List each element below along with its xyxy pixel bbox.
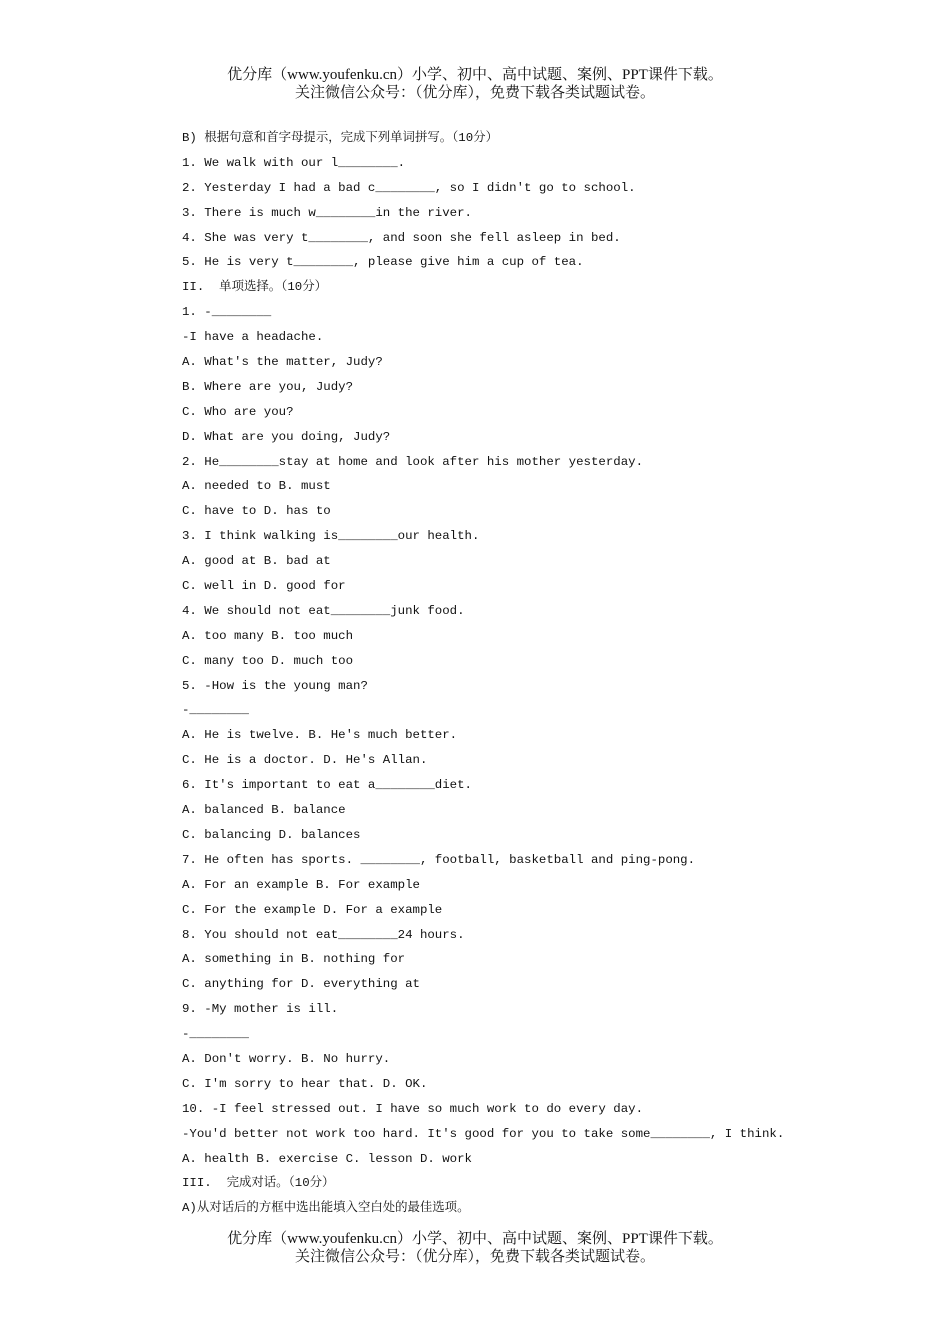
text-line: -________ — [182, 1027, 249, 1042]
text-line: II. 单项选择。（10分） — [182, 280, 327, 295]
text-line: 7. He often has sports. ________, football, basketball and ping-pong. — [182, 852, 696, 867]
text-line: 4. She was very t________, and soon she fell asleep in bed. — [182, 230, 621, 245]
document-body — [182, 126, 882, 1221]
text-line: A. needed to B. must — [182, 479, 331, 494]
footer-line-1: 优分库（www.youfenku.cn）小学、初中、高中试题、案例、PPT课件下载。 — [227, 1231, 723, 1247]
text-line: A. balanced B. balance — [182, 803, 346, 818]
text-line: 1. We walk with our l________. — [182, 155, 406, 170]
text-line: 3. There is much w________in the river. — [182, 205, 472, 220]
text-line: C. anything for D. everything at — [182, 977, 420, 992]
text-line: A. He is twelve. B. He's much better. — [182, 728, 458, 743]
text-line: 5. He is very t________, please give him a cup of tea. — [182, 255, 584, 270]
text-line: 1. -________ — [182, 305, 272, 320]
text-line: A)从对话后的方框中选出能填入空白处的最佳选项。 — [182, 1201, 470, 1216]
header-line-1: 优分库（www.youfenku.cn）小学、初中、高中试题、案例、PPT课件下载。 — [227, 67, 723, 83]
text-line: A. too many B. too much — [182, 628, 354, 643]
text-line: D. What are you doing, Judy? — [182, 429, 391, 444]
text-line: -You'd better not work too hard. It's good for you to take some________, I think. — [182, 1126, 785, 1141]
text-line: B. Where are you, Judy? — [182, 379, 354, 394]
text-line: A. good at B. bad at — [182, 554, 331, 569]
text-line: 10. -I feel stressed out. I have so much work to do every day. — [182, 1101, 644, 1116]
text-line: C. He is a doctor. D. He's Allan. — [182, 753, 428, 768]
text-line: C. balancing D. balances — [182, 827, 361, 842]
text-line: C. have to D. has to — [182, 504, 331, 519]
text-line: -I have a headache. — [182, 330, 324, 345]
text-line: 3. I think walking is________our health. — [182, 529, 480, 544]
text-line: 8. You should not eat________24 hours. — [182, 927, 465, 942]
text-line: A. health B. exercise C. lesson D. work — [182, 1151, 472, 1166]
text-line: 4. We should not eat________junk food. — [182, 603, 465, 618]
text-line: 6. It's important to eat a________diet. — [182, 778, 472, 793]
page-header — [0, 66, 950, 102]
text-line: -________ — [182, 703, 249, 718]
text-line: C. well in D. good for — [182, 579, 346, 594]
text-line: 5. -How is the young man? — [182, 678, 368, 693]
text-line: 9. -My mother is ill. — [182, 1002, 339, 1017]
page-footer — [0, 1230, 950, 1266]
text-line: B) 根据句意和首字母提示，完成下列单词拼写。（10分） — [182, 131, 498, 145]
text-line: III. 完成对话。（10分） — [182, 1176, 335, 1191]
footer-line-2: 关注微信公众号：（优分库），免费下载各类试题试卷。 — [294, 1249, 655, 1265]
text-line: A. Don't worry. B. No hurry. — [182, 1051, 391, 1066]
text-line: A. What's the matter, Judy? — [182, 355, 383, 370]
text-line: A. something in B. nothing for — [182, 952, 406, 967]
text-line: C. For the example D. For a example — [182, 902, 443, 917]
header-line-2: 关注微信公众号：（优分库），免费下载各类试题试卷。 — [294, 85, 655, 101]
text-line: 2. He________stay at home and look after his mother yesterday. — [182, 454, 644, 469]
text-line: 2. Yesterday I had a bad c________, so I didn't go to school. — [182, 180, 636, 195]
text-line: C. Who are you? — [182, 404, 294, 419]
text-line: A. For an example B. For example — [182, 877, 420, 892]
text-line: C. many too D. much too — [182, 653, 354, 668]
text-line: C. I'm sorry to hear that. D. OK. — [182, 1076, 428, 1091]
